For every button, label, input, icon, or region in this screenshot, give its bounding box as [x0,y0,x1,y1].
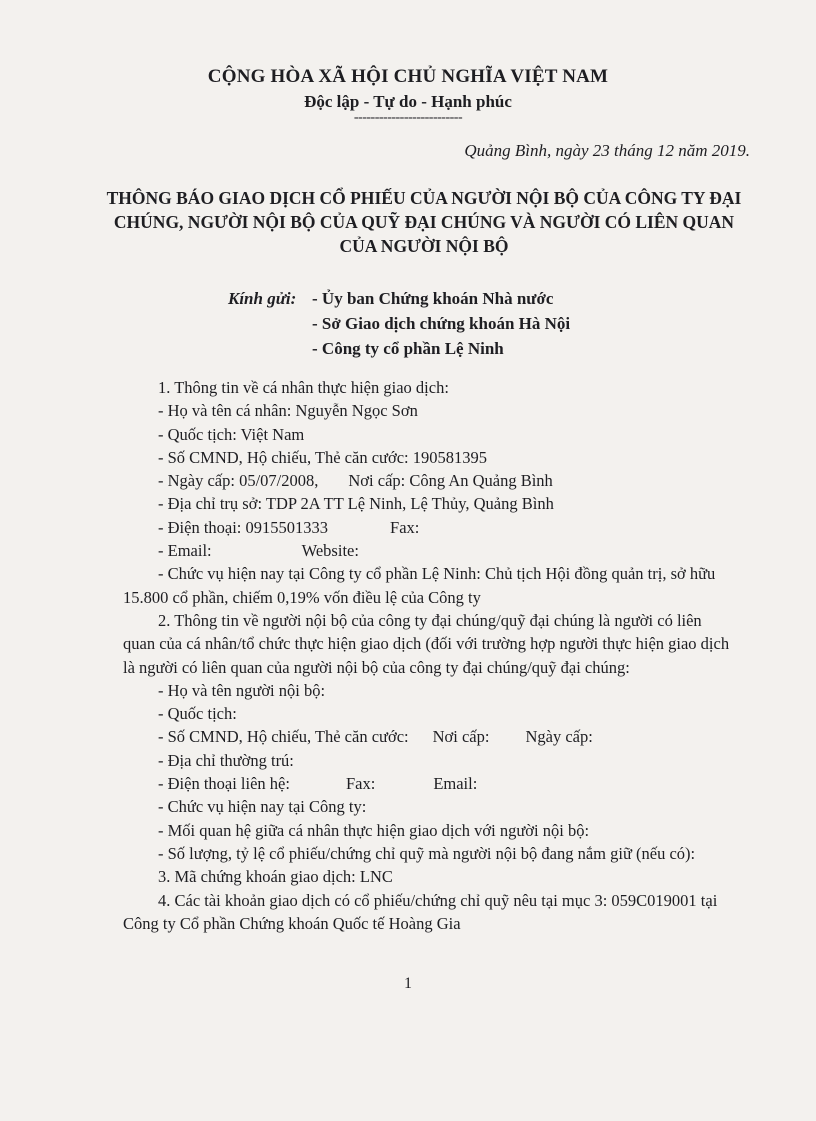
title-line-1: THÔNG BÁO GIAO DỊCH CỔ PHIẾU CỦA NGƯỜI NỘI BỘ CỦA CÔNG TY ĐẠI [106,188,742,208]
title-line-2: CHÚNG, NGƯỜI NỘI BỘ CỦA QUỸ ĐẠI CHÚNG VÀ NGƯỜI CÓ LIÊN QUAN [113,212,735,232]
place-date: Quảng Bình, ngày 23 tháng 12 năm 2019. [464,141,750,160]
insider-contact-line: - Điện thoại liên hệ: Fax: Email: [158,774,478,794]
issue-date: - Ngày cấp: 05/07/2008, [158,471,319,491]
phone: - Điện thoại: 0915501333 [158,517,329,537]
recipients-label: Kính gửi: [228,289,297,308]
individual-name: - Họ và tên cá nhân: Nguyễn Ngọc Sơn [158,401,418,421]
insider-holdings: - Số lượng, tỷ lệ cổ phiếu/chứng chỉ quỹ mà người nội bộ đang nắm giữ (nếu có): [158,843,696,863]
section-3: 3. Mã chứng khoán giao dịch: LNC [158,867,393,887]
section-4-cont: Công ty Cổ phần Chứng khoán Quốc tế Hoàng Gia [123,913,461,933]
header-divider: -------------------------- [353,110,463,125]
recipient-row [228,311,570,336]
website: Website: [301,541,359,561]
individual-position-cont: 15.800 cổ phần, chiếm 0,19% vốn điều lệ của Công ty [123,587,481,607]
individual-phone-line [123,516,749,539]
individual-issue-line [123,469,749,492]
page-number: 1 [404,975,412,992]
individual-email-line [123,539,749,562]
national-header [0,66,816,126]
insider-position: - Chức vụ hiện nay tại Công ty: [158,797,367,817]
fax: Fax: [390,517,420,537]
section-4: 4. Các tài khoản giao dịch có cổ phiếu/chứng chỉ quỹ nêu tại mục 3: 059C019001 tại [158,890,718,910]
recipient-row [228,286,570,311]
recipient-row [228,336,570,361]
insider-address: - Địa chỉ thường trú: [158,750,294,770]
document-body [123,376,749,935]
country-name: CỘNG HÒA XÃ HỘI CHỦ NGHĨA VIỆT NAM [207,66,609,87]
individual-nationality: - Quốc tịch: Việt Nam [158,424,305,444]
section-2-heading-cont: là người có liên quan của người nội bộ của công ty đại chúng/quỹ đại chúng: [123,657,630,677]
national-motto: Độc lập - Tự do - Hạnh phúc [304,92,512,111]
document-title [100,186,748,258]
insider-nationality: - Quốc tịch: [158,704,237,724]
issue-place: Nơi cấp: Công An Quảng Bình [348,471,553,491]
recipient-item: - Sở Giao dịch chứng khoán Hà Nội [312,314,571,333]
section-2-heading: 2. Thông tin về người nội bộ của công ty đại chúng/quỹ đại chúng là người có liên [158,610,702,630]
recipients-block [228,286,570,361]
title-line-3: CỦA NGƯỜI NỘI BỘ [339,236,509,256]
insider-name: - Họ và tên người nội bộ: [158,680,326,700]
insider-id-line: - Số CMND, Hộ chiếu, Thẻ căn cước: Nơi cấp: Ngày cấp: [158,727,593,747]
insider-relationship: - Mối quan hệ giữa cá nhân thực hiện giao dịch với người nội bộ: [158,820,590,840]
section-2-heading-cont: quan của cá nhân/tổ chức thực hiện giao dịch (đối với trường hợp người thực hiện giao dịch [123,634,730,654]
individual-id-number: - Số CMND, Hộ chiếu, Thẻ căn cước: 190581395 [158,447,487,467]
email: - Email: [158,541,212,561]
individual-address: - Địa chỉ trụ sở: TDP 2A TT Lệ Ninh, Lệ Thủy, Quảng Bình [158,494,554,514]
recipient-item: - Ủy ban Chứng khoán Nhà nước [312,289,554,308]
recipient-item: - Công ty cổ phần Lệ Ninh [312,339,504,358]
individual-position: - Chức vụ hiện nay tại Công ty cổ phần Lệ Ninh: Chủ tịch Hội đồng quản trị, sở hữu [158,564,716,584]
section-1-heading: 1. Thông tin về cá nhân thực hiện giao dịch: [158,378,449,397]
